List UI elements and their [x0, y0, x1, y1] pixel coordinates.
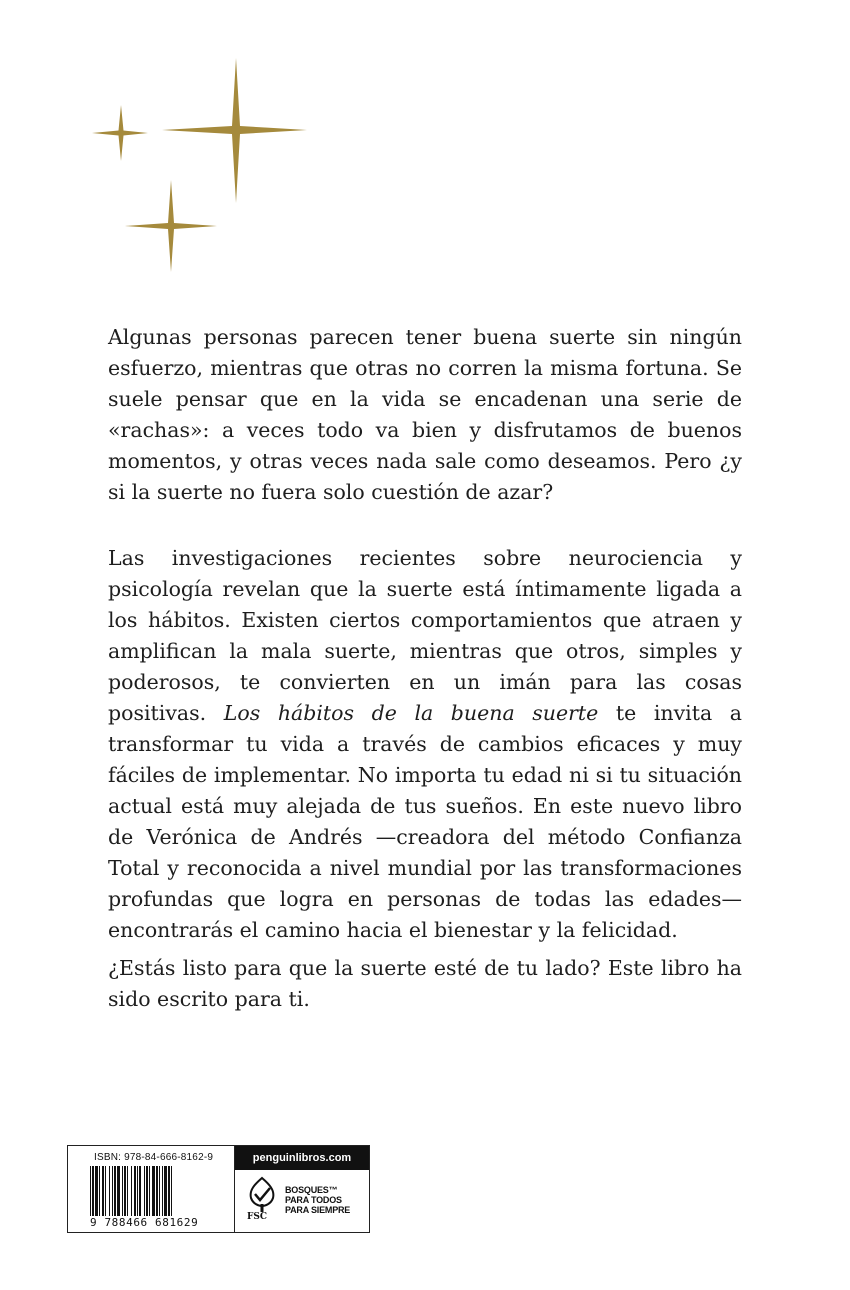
barcode-bar	[105, 1166, 106, 1216]
fsc-label: FSC	[247, 1212, 268, 1222]
barcode-icon	[90, 1166, 230, 1216]
blurb-text-segment: Las investigaciones recientes sobre neurociencia y psicología revelan que la suerte está íntimamente ligada a los hábitos. Existen ciertos comportamientos que atraen y amplifican la mala suerte, mientras que otros, simples y poderosos, te convierten en un imán para las cosas positivas.	[108, 546, 742, 725]
barcode-bar	[171, 1166, 172, 1216]
barcode-panel	[67, 1145, 370, 1233]
publisher-section	[235, 1146, 369, 1232]
barcode-section	[68, 1146, 235, 1232]
barcode-bar	[134, 1166, 136, 1216]
barcode-bar	[90, 1166, 91, 1216]
barcode-bar	[137, 1166, 138, 1216]
barcode-bar	[149, 1166, 150, 1216]
barcode-bar	[131, 1166, 132, 1216]
star-icon-bottom	[125, 180, 217, 272]
barcode-bar	[99, 1166, 100, 1216]
barcode-bar	[124, 1166, 126, 1216]
barcode-bar	[146, 1166, 148, 1216]
publisher-website: penguinlibros.com	[235, 1146, 369, 1170]
barcode-bar	[127, 1166, 128, 1216]
barcode-bar	[112, 1166, 113, 1216]
barcode-bar	[159, 1166, 160, 1216]
barcode-bar	[139, 1166, 141, 1216]
barcode-bar	[102, 1166, 104, 1216]
fsc-slogan-line: PARA TODOS	[285, 1195, 342, 1205]
blurb-paragraph-main	[108, 543, 742, 946]
barcode-bar	[114, 1166, 116, 1216]
blurb-text-segment: te invita a transformar tu vida a través de cambios eficaces y muy fáciles de implementar. No importa tu edad ni si tu situación actual está muy alejada de tus sueños. En este nuevo libro de Verónica de Andrés —creadora del método Confianza Total y reconocida a nivel mundial por las transformaciones profundas que logra en personas de todas las edades— encontrarás el camino hacia el bienestar y la felicidad.	[108, 701, 742, 942]
barcode-bar	[122, 1166, 123, 1216]
book-title-italic: Los hábitos de la buena suerte	[223, 701, 599, 725]
isbn-label: ISBN: 978-84-666-8162-9	[94, 1152, 214, 1163]
barcode-bar	[109, 1166, 110, 1216]
barcode-bar	[162, 1166, 163, 1216]
star-icon-large	[162, 58, 307, 203]
blurb-paragraph-closing: ¿Estás listo para que la suerte esté de tu lado? Este libro ha sido escrito para ti.	[108, 956, 742, 1011]
barcode-bar	[156, 1166, 158, 1216]
blurb-paragraph-intro: Algunas personas parecen tener buena suerte sin ningún esfuerzo, mientras que otras no corren la misma fortuna. Se suele pensar que en la vida se encadenan una serie de «rachas»: a veces todo va bien y disfrutamos de buenos momentos, y otras veces nada sale como deseamos. Pero ¿y si la suerte no fuera solo cuestión de azar?	[108, 325, 742, 504]
barcode-bar	[168, 1166, 170, 1216]
barcode-bar	[92, 1166, 94, 1216]
gold-stars-decoration	[0, 0, 360, 300]
barcode-bar	[164, 1166, 167, 1216]
fsc-slogan-line: BOSQUES™	[285, 1185, 338, 1195]
barcode-bar	[117, 1166, 120, 1216]
fsc-slogan-line: PARA SIEMPRE	[285, 1205, 351, 1215]
fsc-slogan	[285, 1185, 350, 1215]
barcode-bar	[95, 1166, 98, 1216]
barcode-bar	[144, 1166, 145, 1216]
barcode-digits: 9 788466 681629	[90, 1216, 199, 1229]
barcode-bar	[152, 1166, 155, 1216]
star-icon-small-left	[92, 105, 148, 161]
